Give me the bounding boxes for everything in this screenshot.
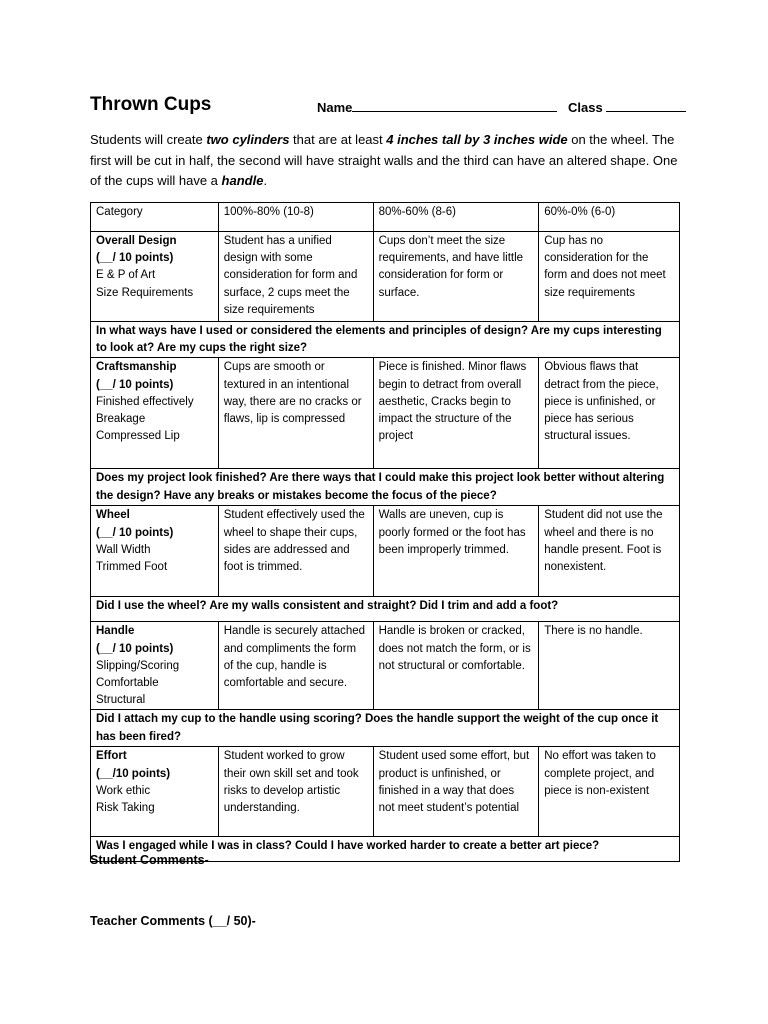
category-criterion: Comfortable <box>96 677 159 690</box>
score-low-cell: There is no handle. <box>539 622 680 710</box>
intro-text: on the wheel. The first will be cut in half, the second will have straight walls and the third can have an altered shape. One of the cups will have a <box>90 132 678 188</box>
table-row <box>91 506 680 597</box>
reflection-question-row <box>91 322 680 358</box>
reflection-question: Did I attach my cup to the handle using scoring? Does the handle support the weight of the cup once it has been fired? <box>91 710 680 747</box>
category-name: Overall Design <box>96 235 177 247</box>
category-criterion: Size Requirements <box>96 286 194 299</box>
category-criterion: Work ethic <box>96 784 151 797</box>
category-cell <box>91 232 219 322</box>
reflection-question-row <box>91 469 680 506</box>
reflection-question: Was I engaged while I was in class? Could I have worked harder to create a better art piece? <box>91 837 680 862</box>
column-header: 80%-60% (8-6) <box>373 203 539 232</box>
intro-emphasis-handle: handle <box>221 173 264 188</box>
score-mid-cell: Walls are uneven, cup is poorly formed or the foot has been improperly trimmed. <box>373 506 539 597</box>
score-high-cell: Handle is securely attached and compliments the form of the cup, handle is comfortable and secure. <box>218 622 373 710</box>
category-points[interactable]: (__/ 10 points) <box>96 252 174 265</box>
name-label: Name <box>317 100 353 115</box>
score-high-cell: Cups are smooth or textured in an intentional way, there are no cracks or flaws, lip is compressed <box>218 358 373 469</box>
score-high-cell: Student effectively used the wheel to shape their cups, sides are addressed and foot is trimmed. <box>218 506 373 597</box>
intro-text: Students will create <box>90 132 207 147</box>
intro-text: . <box>263 173 268 188</box>
intro-emphasis-cylinders: two cylinders <box>206 132 290 147</box>
category-cell <box>91 358 219 469</box>
category-cell <box>91 747 219 837</box>
intro-paragraph <box>90 130 685 192</box>
category-name: Handle <box>96 625 135 638</box>
category-criterion: Risk Taking <box>96 802 155 815</box>
class-label: Class <box>568 100 603 115</box>
score-low-cell: Obvious flaws that detract from the piece, piece is unfinished, or piece has serious structural issues. <box>539 358 680 469</box>
category-criterion: Wall Width <box>96 543 151 556</box>
column-header: 100%-80% (10-8) <box>218 203 373 232</box>
class-blank-line[interactable] <box>606 99 686 112</box>
intro-text: that are at least <box>289 132 387 147</box>
student-comments-label: Student Comments- <box>90 853 209 867</box>
category-criterion: Compressed Lip <box>96 430 180 443</box>
reflection-question-row <box>91 597 680 622</box>
intro-emphasis-size: 4 inches tall by 3 inches wide <box>386 132 568 147</box>
table-row <box>91 747 680 837</box>
class-field[interactable] <box>568 99 686 115</box>
category-cell <box>91 506 219 597</box>
category-cell <box>91 622 219 710</box>
category-points[interactable]: (__/ 10 points) <box>96 642 174 655</box>
column-header: Category <box>91 203 219 232</box>
teacher-comments-label: Teacher Comments (__/ 50)- <box>90 914 256 928</box>
name-field[interactable] <box>317 99 557 115</box>
score-low-cell: Student did not use the wheel and there is no handle present. Foot is nonexistent. <box>539 506 680 597</box>
category-name: Craftsmanship <box>96 361 177 374</box>
table-row <box>91 232 680 322</box>
score-high-cell: Student worked to grow their own skill set and took risks to develop artistic understanding. <box>218 747 373 837</box>
category-criterion: Trimmed Foot <box>96 561 168 574</box>
column-header: 60%-0% (6-0) <box>539 203 680 232</box>
score-mid-cell: Handle is broken or cracked, does not match the form, or is not structural or comfortable. <box>373 622 539 710</box>
name-blank-line[interactable] <box>352 99 557 112</box>
category-points[interactable]: (__/10 points) <box>96 767 171 780</box>
table-row <box>91 358 680 469</box>
score-high-cell: Student has a unified design with some consideration for form and surface, 2 cups meet the size requirements <box>218 232 373 322</box>
table-row <box>91 622 680 710</box>
category-name: Wheel <box>96 509 130 522</box>
category-points[interactable]: (__/ 10 points) <box>96 526 174 539</box>
score-low-cell: Cup has no consideration for the form and does not meet size requirements <box>539 232 680 322</box>
category-criterion: Structural <box>96 694 146 707</box>
score-mid-cell: Cups don’t meet the size requirements, and have little consideration for form or surface. <box>373 232 539 322</box>
score-mid-cell: Piece is finished. Minor flaws begin to detract from overall aesthetic, Cracks begin to impact the structure of the project <box>373 358 539 469</box>
page-title: Thrown Cups <box>90 94 212 115</box>
reflection-question: In what ways have I used or considered the elements and principles of design? Are my cups interesting to look at? Are my cups the right size? <box>91 322 680 358</box>
table-header-row <box>91 203 680 232</box>
category-criterion: Breakage <box>96 413 146 426</box>
category-points[interactable]: (__/ 10 points) <box>96 378 174 391</box>
category-name: Effort <box>96 750 127 763</box>
rubric-table <box>90 202 680 862</box>
score-low-cell: No effort was taken to complete project, and piece is non-existent <box>539 747 680 837</box>
reflection-question-row <box>91 710 680 747</box>
page-header <box>90 94 690 120</box>
score-mid-cell: Student used some effort, but product is unfinished, or finished in a way that does not meet student’s potential <box>373 747 539 837</box>
reflection-question: Did I use the wheel? Are my walls consistent and straight? Did I trim and add a foot? <box>91 597 680 622</box>
category-criterion: E & P of Art <box>96 269 156 282</box>
category-criterion: Slipping/Scoring <box>96 659 180 672</box>
reflection-question: Does my project look finished? Are there ways that I could make this project look better without altering the design? Have any breaks or mistakes become the focus of the piece? <box>91 469 680 506</box>
category-criterion: Finished effectively <box>96 395 194 408</box>
